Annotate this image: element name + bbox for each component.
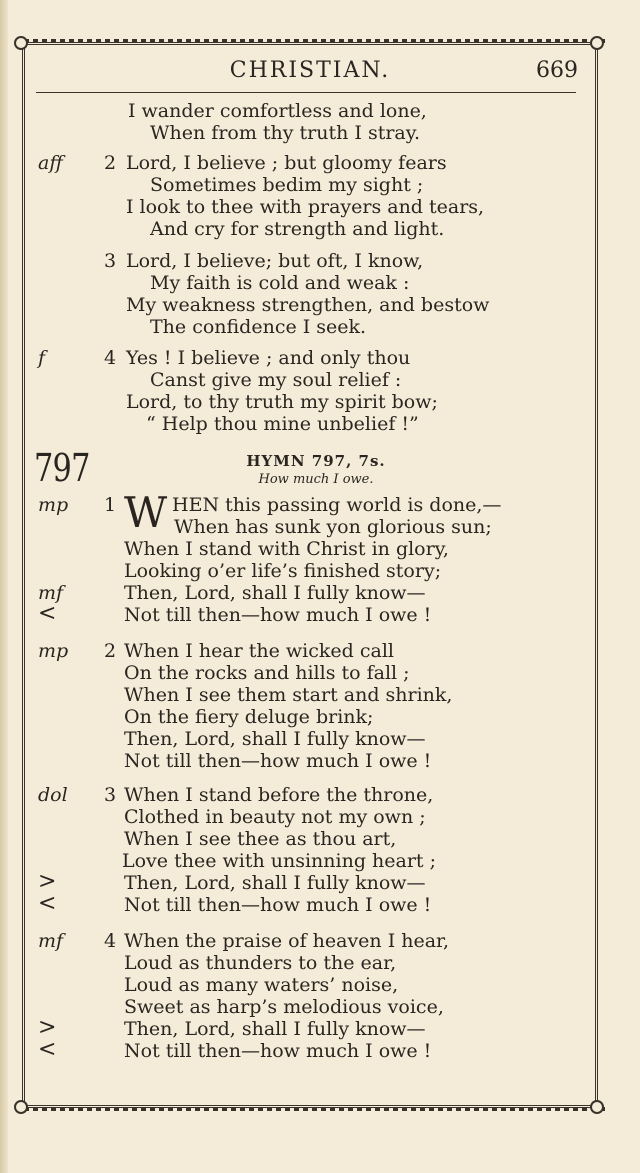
verse-number: 4: [104, 347, 117, 369]
page-title: CHRISTIAN.: [229, 58, 391, 83]
page-number: 669: [536, 58, 578, 83]
hymn-number: 797: [34, 446, 90, 490]
corner-ornament: [590, 1100, 604, 1114]
verse-line: I wander comfortless and lone,: [128, 100, 427, 122]
verse-number: 4: [104, 930, 117, 952]
verse-number: 1: [104, 494, 117, 516]
verse-line: My weakness strengthen, and bestow: [126, 294, 490, 316]
verse-line: When has sunk yon glorious sun;: [174, 516, 492, 538]
drop-cap: W: [124, 488, 168, 537]
verse-line: I look to thee with prayers and tears,: [126, 196, 485, 218]
verse-line: On the fiery deluge brink;: [124, 706, 374, 728]
dynamic-mark: mp: [38, 640, 69, 662]
decrescendo-mark: >: [38, 1015, 57, 1040]
verse-line: Then, Lord, shall I fully know—: [124, 728, 426, 750]
verse-line: Not till then—how much I owe !: [124, 750, 432, 772]
verse-line: Clothed in beauty not my own ;: [124, 806, 426, 828]
verse-line: When I stand before the throne,: [124, 784, 434, 806]
verse-line: Canst give my soul relief :: [150, 369, 402, 391]
verse-line: Loud as many waters’ noise,: [124, 974, 399, 996]
verse-line: When I stand with Christ in glory,: [124, 538, 449, 560]
dynamic-mark: dol: [38, 784, 68, 806]
verse-line: Lord, I believe ; but gloomy fears: [126, 152, 447, 174]
verse-line: And cry for strength and light.: [150, 218, 445, 240]
crescendo-mark: <: [38, 891, 57, 916]
verse-line: My faith is cold and weak :: [150, 272, 410, 294]
verse-line: Yes ! I believe ; and only thou: [126, 347, 411, 369]
verse-number: 2: [104, 640, 117, 662]
decrescendo-mark: >: [38, 869, 57, 894]
verse-line: Then, Lord, shall I fully know—: [124, 582, 426, 604]
verse-line: HEN this passing world is done,—: [172, 494, 502, 516]
dynamic-mark: mf: [38, 582, 64, 604]
verse-line: Lord, to thy truth my spirit bow;: [126, 391, 438, 413]
verse-line: Sometimes bedim my sight ;: [150, 174, 424, 196]
page-edge: [0, 0, 8, 1173]
verse-line: Not till then—how much I owe !: [124, 604, 432, 626]
verse-line: Sweet as harp’s melodious voice,: [124, 996, 444, 1018]
verse-line: On the rocks and hills to fall ;: [124, 662, 410, 684]
crescendo-mark: <: [38, 1037, 57, 1062]
verse-line: “ Help thou mine unbelief !”: [146, 413, 419, 435]
verse-line: Lord, I believe; but oft, I know,: [126, 250, 424, 272]
verse-line: Not till then—how much I owe !: [124, 1040, 432, 1062]
verse-line: Looking o’er life’s finished story;: [124, 560, 442, 582]
dynamic-mark: mf: [38, 930, 64, 952]
verse-number: 2: [104, 152, 117, 174]
verse-line: When I hear the wicked call: [124, 640, 394, 662]
dynamic-mark: aff: [38, 152, 63, 174]
verse-line: When I see thee as thou art,: [124, 828, 397, 850]
header-rule: [36, 92, 576, 93]
crescendo-mark: <: [38, 601, 57, 626]
verse-line: When the praise of heaven I hear,: [124, 930, 450, 952]
corner-ornament: [14, 36, 28, 50]
verse-line: The confidence I seek.: [150, 316, 367, 338]
verse-line: When from thy truth I stray.: [150, 122, 420, 144]
hymn-subtitle: How much I owe.: [258, 472, 374, 487]
verse-line: Then, Lord, shall I fully know—: [124, 1018, 426, 1040]
verse-line: When I see them start and shrink,: [124, 684, 453, 706]
corner-ornament: [14, 1100, 28, 1114]
dynamic-mark: mp: [38, 494, 69, 516]
verse-line: Then, Lord, shall I fully know—: [124, 872, 426, 894]
verse-line: Not till then—how much I owe !: [124, 894, 432, 916]
corner-ornament: [590, 36, 604, 50]
verse-line: Loud as thunders to the ear,: [124, 952, 397, 974]
verse-number: 3: [104, 250, 117, 272]
hymn-heading: HYMN 797, 7s.: [246, 452, 386, 470]
verse-number: 3: [104, 784, 117, 806]
verse-line: Love thee with unsinning heart ;: [122, 850, 436, 872]
dynamic-mark: f: [38, 347, 46, 369]
